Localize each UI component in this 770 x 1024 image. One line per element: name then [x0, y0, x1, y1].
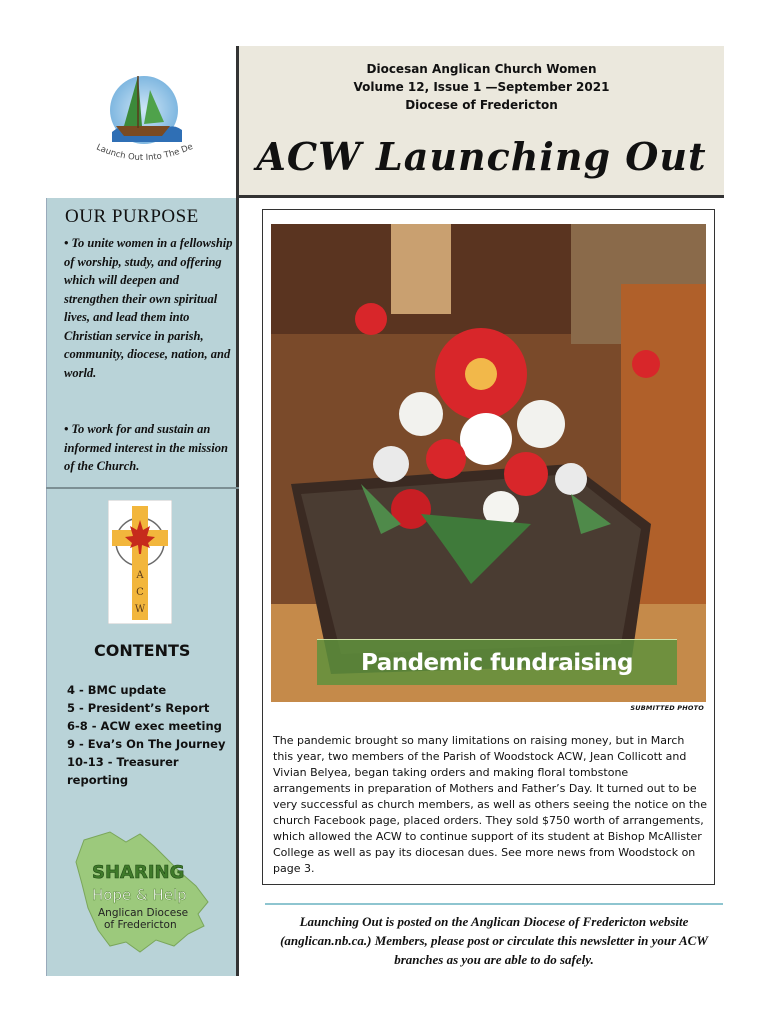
- sidebar-divider: [46, 487, 239, 489]
- contents-item: 6-8 - ACW exec meeting: [67, 719, 222, 733]
- cross-letter-w: W: [134, 604, 146, 615]
- footer-divider: [265, 903, 723, 905]
- new-brunswick-map-icon: [70, 828, 212, 956]
- contents-item: 5 - President’s Report: [67, 701, 210, 715]
- photo-credit: SUBMITTED PHOTO: [630, 704, 704, 712]
- cross-letter-c: C: [136, 587, 144, 598]
- masthead-title: ACW Launching Out: [256, 134, 707, 179]
- purpose-heading: OUR PURPOSE: [65, 206, 199, 227]
- cross-letter-a: A: [136, 570, 144, 581]
- purpose-item-1: • To unite women in a fellowship of worship, study, and offering which will deepen and strengthen their own spiritual lives, and lead them into Christian service in parish, community, diocese, nation, and world.: [64, 236, 233, 380]
- acw-cross-maple-leaf-icon: [108, 500, 172, 624]
- newsletter-header: [239, 46, 724, 198]
- contents-item: 9 - Eva’s On The Journey: [67, 737, 226, 751]
- floral-arrangement-photo: [271, 224, 706, 702]
- story-body: The pandemic brought so many limitations on raising money, but in March this year, two members of the Parish of Woodstock ACW, Jean Collicott and Vivian Belyea, began taking orders and making floral tombstone arrangements in preparation of Mothers and Father’s Day. It turned out to be very successful as church members, as well as others seeing the notice on the church Facebook page, placed orders. They sold $750 worth of arrangements, which allowed the ACW to continue support of its student at Bishop McAllister College as well as pay its diocesan dues. See more news from Woodstock on page 3.: [273, 734, 707, 875]
- feature-story: [262, 209, 715, 885]
- contents-heading: CONTENTS: [94, 641, 191, 660]
- footer-note: Launching Out is posted on the Anglican Diocese of Fredericton website (anglican.nb.ca.) Members, please post or circulate this newsletter in your ACW branches as you are able to do safely.: [280, 914, 708, 967]
- contents-list: [67, 681, 237, 789]
- diocese-line: Diocese of Fredericton: [405, 98, 558, 112]
- contents-item: 10-13 - Treasurer reporting: [67, 755, 179, 787]
- purpose-item-2: • To work for and sustain an informed interest in the mission of the Church.: [64, 422, 228, 473]
- sailboat-logo-icon: [86, 70, 199, 172]
- sharing-line-2: Hope & Help: [92, 886, 187, 904]
- photo-banner: [317, 639, 677, 685]
- logo-motto: Launch Out Into The De: [94, 141, 195, 164]
- org-line: Diocesan Anglican Church Women: [366, 62, 597, 76]
- sharing-line-1: SHARING: [92, 862, 185, 883]
- contents-item: 4 - BMC update: [67, 683, 167, 697]
- banner-title: Pandemic fundraising: [360, 650, 634, 676]
- sharing-line-4: of Fredericton: [104, 919, 177, 931]
- sharing-line-3: Anglican Diocese: [98, 907, 189, 919]
- issue-line: Volume 12, Issue 1 —September 2021: [353, 80, 610, 94]
